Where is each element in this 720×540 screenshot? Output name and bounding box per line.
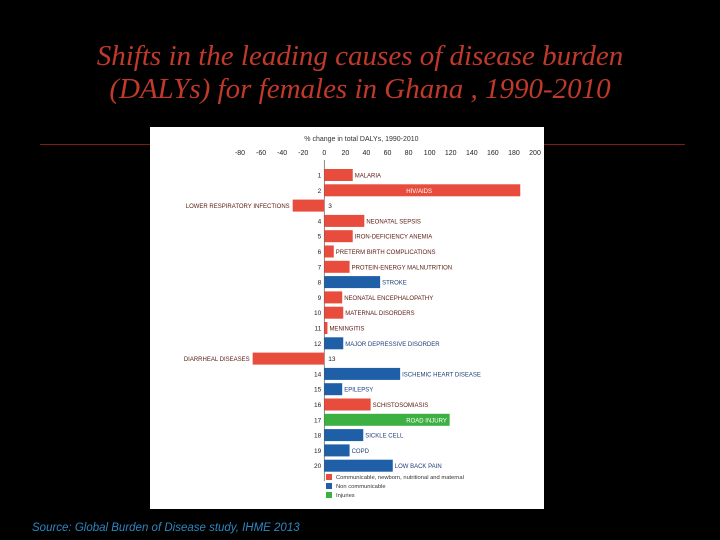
bar [324,368,400,380]
slide-title [20,40,700,106]
bar-label: NEONATAL ENCEPHALOPATHY [344,295,434,302]
rank-label-right: 3 [328,203,332,211]
rank-label: 6 [317,249,322,256]
source-note: Source: Global Burden of Disease study, IHME 2013 [32,522,300,534]
bar-label: LOW BACK PAIN [394,464,442,471]
rank-label: 2 [317,187,322,195]
rank-label: 18 [314,432,322,440]
x-tick-label: -60 [256,150,267,157]
bar-label: SCHISTOSOMIASIS [372,403,429,409]
legend-label: Injuries [336,493,355,499]
rank-label: 20 [314,463,322,471]
x-tick-label: 100 [423,150,436,157]
x-tick-label: 160 [487,150,499,157]
rank-label: 16 [314,402,322,409]
bar [324,276,380,288]
bar-label: ROAD INJURY [406,418,447,425]
bar-label: PRETERM BIRTH COMPLICATIONS [335,250,436,256]
x-tick-label: -20 [298,150,309,157]
slide-title-line1: Shifts in the leading causes of disease burden [96,40,624,72]
legend-label: Communicable, newborn, nutritional and maternal [336,475,464,481]
legend-label: Non communicable [336,484,386,490]
bar [253,353,325,365]
rank-label: 1 [317,172,322,180]
bar-label: MAJOR DEPRESSIVE DISORDER [345,341,440,348]
rank-label: 8 [317,279,322,287]
bar-label: SICKLE CELL [365,433,404,440]
bar [293,200,325,212]
rank-label: 4 [317,218,322,226]
rank-label: 5 [317,233,322,241]
bar-label: MATERNAL DISORDERS [345,311,415,318]
bar [324,337,343,349]
bar [324,261,349,273]
bar [324,291,342,303]
bar-label: IRON-DEFICIENCY ANEMIA [354,234,433,241]
legend-swatch [326,483,332,489]
rank-label-right: 13 [328,356,336,364]
x-tick-label: 180 [508,150,520,157]
rank-label: 12 [314,340,322,348]
rank-label: 14 [314,371,322,379]
bar-label: ISCHEMIC HEART DISEASE [402,372,481,379]
bar [324,230,352,242]
bar [324,322,327,334]
x-tick-label: 20 [341,150,350,157]
x-tick-label: -80 [234,150,246,157]
bar-label: DIARRHEAL DISEASES [183,357,250,364]
legend-swatch [326,474,332,480]
bar-label: COPD [351,448,369,455]
chart-title: % change in total DALYs, 1990-2010 [304,136,419,143]
chart-panel [150,127,544,509]
bar-label: PROTEIN-ENERGY MALNUTRITION [351,265,453,272]
x-tick-label: 120 [444,150,457,157]
bar-label: MENINGITIS [329,326,365,333]
bar [324,246,333,258]
daly-change-chart [150,127,544,509]
bar-label: MALARIA [354,173,382,180]
x-tick-label: -40 [277,150,288,157]
rank-label: 15 [314,386,322,394]
bar-label: HIV/AIDS [406,188,432,195]
x-tick-label: 200 [529,150,541,157]
x-tick-label: 80 [404,150,413,157]
rank-label: 17 [314,417,322,425]
rank-label: 10 [314,310,322,318]
bar [324,444,349,456]
bar-label: EPILEPSY [344,387,374,394]
bar-label: LOWER RESPIRATORY INFECTIONS [185,204,290,211]
slide-title-line2: (DALYs) for females in Ghana , 1990-2010 [109,73,611,105]
rank-label: 19 [314,447,322,455]
bar [324,399,370,411]
bar [324,215,364,227]
bar [324,429,363,441]
bar [324,460,392,472]
bar [324,169,352,181]
bar [324,307,343,319]
x-tick-label: 40 [362,150,371,157]
legend-swatch [326,492,332,498]
rank-label: 9 [317,294,322,302]
x-tick-label: 140 [465,150,478,157]
bar-label: STROKE [382,280,407,287]
x-tick-label: 0 [322,150,327,157]
rank-label: 7 [317,264,322,272]
bar-label: NEONATAL SEPSIS [366,219,421,226]
bar [324,383,342,395]
rank-label: 11 [314,325,322,333]
x-tick-label: 60 [383,150,392,157]
